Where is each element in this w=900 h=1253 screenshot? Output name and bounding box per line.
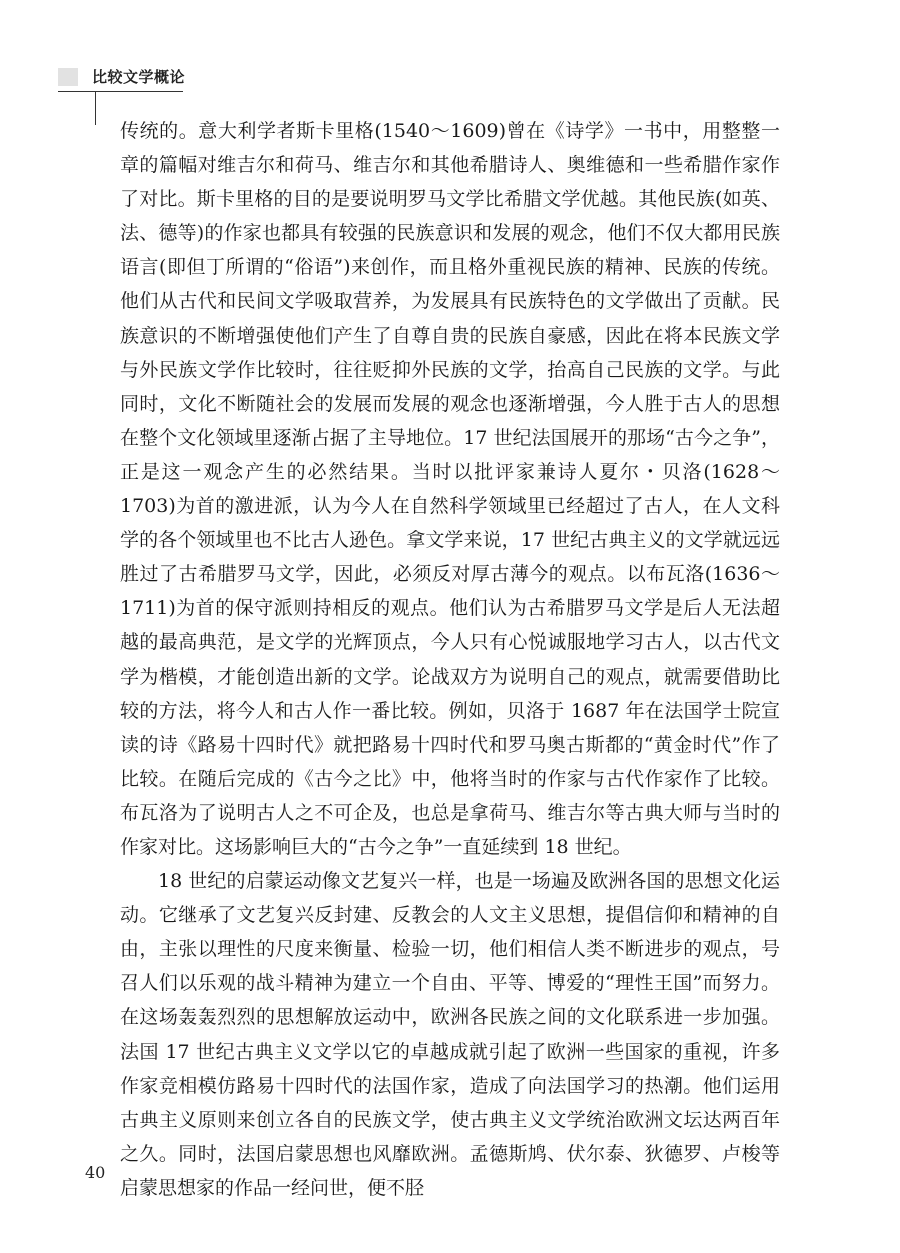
header-rule <box>58 91 183 92</box>
paragraph-continued: 传统的。意大利学者斯卡里格(1540～1609)曾在《诗学》一书中，用整整一章的篇幅对维吉尔和荷马、维吉尔和其他希腊诗人、奥维德和一些希腊作家作了对比。斯卡里格的目的是要说明罗马文学比希腊文学优越。其他民族(如英、法、德等)的作家也都具有较强的民族意识和发展的观念，他们不仅大都用民族语言(即但丁所谓的“俗语”)来创作，而且格外重视民族的精神、民族的传统。他们从古代和民间文学吸取营养，为发展具有民族特色的文学做出了贡献。民族意识的不断增强使他们产生了自尊自贵的民族自豪感，因此在将本民族文学与外民族文学作比较时，往往贬抑外民族的文学，抬高自己民族的文学。与此同时，文化不断随社会的发展而发展的观念也逐渐增强，今人胜于古人的思想在整个文化领域里逐渐占据了主导地位。17 世纪法国展开的那场“古今之争”，正是这一观念产生的必然结果。当时以批评家兼诗人夏尔・贝洛(1628～1703)为首的激进派，认为今人在自然科学领域里已经超过了古人，在人文科学的各个领域里也不比古人逊色。拿文学来说，17 世纪古典主义的文学就远远胜过了古希腊罗马文学，因此，必须反对厚古薄今的观点。以布瓦洛(1636～1711)为首的保守派则持相反的观点。他们认为古希腊罗马文学是后人无法超越的最高典范，是文学的光辉顶点，今人只有心悦诚服地学习古人，以古代文学为楷模，才能创造出新的文学。论战双方为说明自己的观点，就需要借助比较的方法，将今人和古人作一番比较。例如，贝洛于 1687 年在法国学士院宣读的诗《路易十四时代》就把路易十四时代和罗马奥古斯都的“黄金时代”作了比较。在随后完成的《古今之比》中，他将当时的作家与古代作家作了比较。布瓦洛为了说明古人之不可企及，也总是拿荷马、维吉尔等古典大师与当时的作家对比。这场影响巨大的“古今之争”一直延续到 18 世纪。 <box>120 120 780 858</box>
running-header-title: 比较文学概论 <box>92 68 186 86</box>
header-vertical-tick <box>95 91 96 125</box>
header-decoration-square <box>58 68 78 86</box>
page-number: 40 <box>85 1163 106 1182</box>
body-text <box>120 114 780 1205</box>
paragraph-enlightenment: 18 世纪的启蒙运动像文艺复兴一样，也是一场遍及欧洲各国的思想文化运动。它继承了文艺复兴反封建、反教会的人文主义思想，提倡信仰和精神的自由，主张以理性的尺度来衡量、检验一切，他们相信人类不断进步的观点，号召人们以乐观的战斗精神为建立一个自由、平等、博爱的“理性王国”而努力。在这场轰轰烈烈的思想解放运动中，欧洲各民族之间的文化联系进一步加强。法国 17 世纪古典主义文学以它的卓越成就引起了欧洲一些国家的重视，许多作家竞相模仿路易十四时代的法国作家，造成了向法国学习的热潮。他们运用古典主义原则来创立各自的民族文学，使古典主义文学统治欧洲文坛达两百年之久。同时，法国启蒙思想也风靡欧洲。孟德斯鸠、伏尔泰、狄德罗、卢梭等启蒙思想家的作品一经问世，便不胫 <box>120 870 780 1199</box>
